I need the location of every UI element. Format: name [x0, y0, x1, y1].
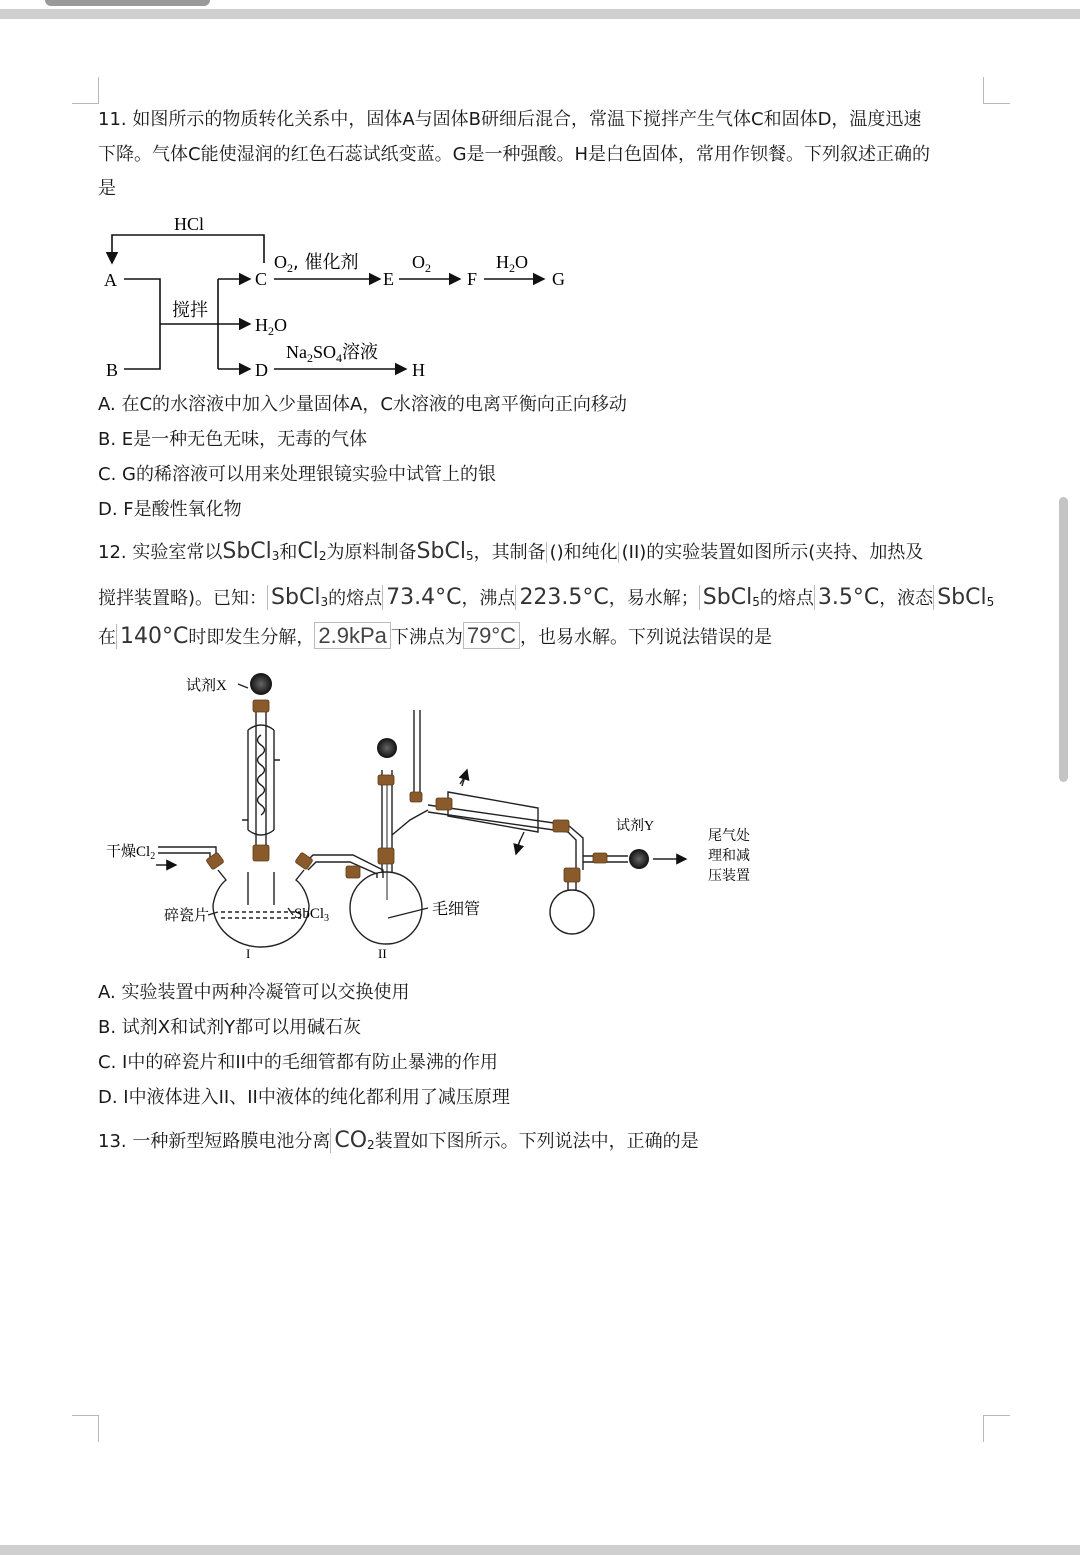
page-tab-handle[interactable]: [45, 0, 210, 6]
label-reagent-y: 试剂Y: [616, 819, 655, 834]
label-tail-1: 尾气处: [708, 829, 750, 844]
reagent-y-sphere: [629, 849, 649, 869]
label-H: H: [412, 360, 425, 380]
margin-mark-bottom-left: [72, 1415, 99, 1442]
label-C: C: [255, 269, 268, 289]
label-G: G: [552, 269, 565, 289]
q11-line-2: 下降。气体C能使湿润的红色石蕊试纸变蓝。G是一种强酸。H是白色固体，常用作钡餐。下列叙述正确的: [98, 144, 931, 165]
q12-option-D[interactable]: D. I中液体进入II、II中液体的纯化都利用了减压原理: [98, 1087, 510, 1108]
label-A: A: [104, 270, 117, 290]
label-hcl: HCl: [174, 214, 205, 234]
q12-apparatus-diagram: [98, 660, 778, 960]
q11-conversion-diagram: [98, 208, 598, 383]
top-sphere-ii: [377, 738, 397, 758]
q13-line-1: 13. 一种新型短路膜电池分离 CO2装置如下图所示。下列说法中，正确的是: [98, 1128, 699, 1153]
label-capillary: 毛细管: [432, 901, 481, 918]
q11-option-B[interactable]: B. E是一种无色无味，无毒的气体: [98, 429, 368, 450]
q11-line-1: 11. 如图所示的物质转化关系中，固体A与固体B研细后混合，常温下搅拌产生气体C和固体D，温度迅速: [98, 109, 922, 130]
label-reagent-x: 试剂X: [186, 678, 227, 694]
q11-line-3: 是: [98, 178, 116, 199]
margin-mark-top-right: [983, 77, 1010, 104]
q11-option-A[interactable]: A. 在C的水溶液中加入少量固体A，C水溶液的电离平衡向正向移动: [98, 394, 627, 415]
q12-option-A[interactable]: A. 实验装置中两种冷凝管可以交换使用: [98, 982, 410, 1003]
label-o2: $O_2$: [412, 252, 431, 275]
reagent-x-sphere: [250, 673, 272, 695]
viewer-top-bar: [0, 0, 1080, 20]
top-strip: [0, 9, 1080, 19]
viewer-bottom-bar: [0, 1545, 1080, 1555]
label-sbcl3: SbCl$_3$: [294, 906, 330, 924]
label-E: E: [383, 269, 394, 289]
label-tail-3: 压装置: [708, 869, 750, 884]
q12-line-3: 在 140°C时即发生分解， 2.9kPa 下沸点为 79°C ，也易水解。下列说法错误的是: [98, 623, 773, 649]
label-dry-cl2: 干燥$Cl_2$: [106, 844, 156, 862]
label-h2o-product: $H_2O$: [255, 315, 287, 338]
label-stir: 搅拌: [172, 300, 208, 320]
label-h2o: $H_2O$: [496, 252, 528, 275]
q12-line-1: 12. 实验室常以SbCl3和Cl2为原料制备SbCl5，其制备 ()和纯化 (II)的实验装置如图所示(夹持、加热及: [98, 539, 924, 564]
label-D: D: [255, 360, 268, 380]
label-tail-2: 理和减: [708, 849, 750, 864]
label-B: B: [106, 360, 119, 380]
label-o2-catalyst: $O_2$, 催化剂: [274, 252, 359, 275]
margin-mark-top-left: [72, 77, 99, 104]
q11-option-C[interactable]: C. G的稀溶液可以用来处理银镜实验中试管上的银: [98, 464, 496, 485]
label-apparatus-I: I: [246, 946, 251, 960]
q12-option-B[interactable]: B. 试剂X和试剂Y都可以用碱石灰: [98, 1017, 362, 1038]
label-F: F: [467, 269, 478, 289]
q12-option-C[interactable]: C. I中的碎瓷片和II中的毛细管都有防止暴沸的作用: [98, 1052, 498, 1073]
q11-option-D[interactable]: D. F是酸性氧化物: [98, 499, 242, 520]
label-apparatus-II: II: [378, 946, 387, 960]
vertical-scrollbar[interactable]: [1059, 497, 1068, 782]
label-chips: 碎瓷片: [164, 908, 210, 924]
label-na2so4: $Na_2SO_4$溶液: [286, 342, 379, 365]
q12-line-2: 搅拌装置略)。已知： SbCl3的熔点 73.4°C，沸点 223.5°C，易水解； SbCl5的熔点 3.5°C，液态 SbCl5: [98, 585, 995, 610]
margin-mark-bottom-right: [983, 1415, 1010, 1442]
